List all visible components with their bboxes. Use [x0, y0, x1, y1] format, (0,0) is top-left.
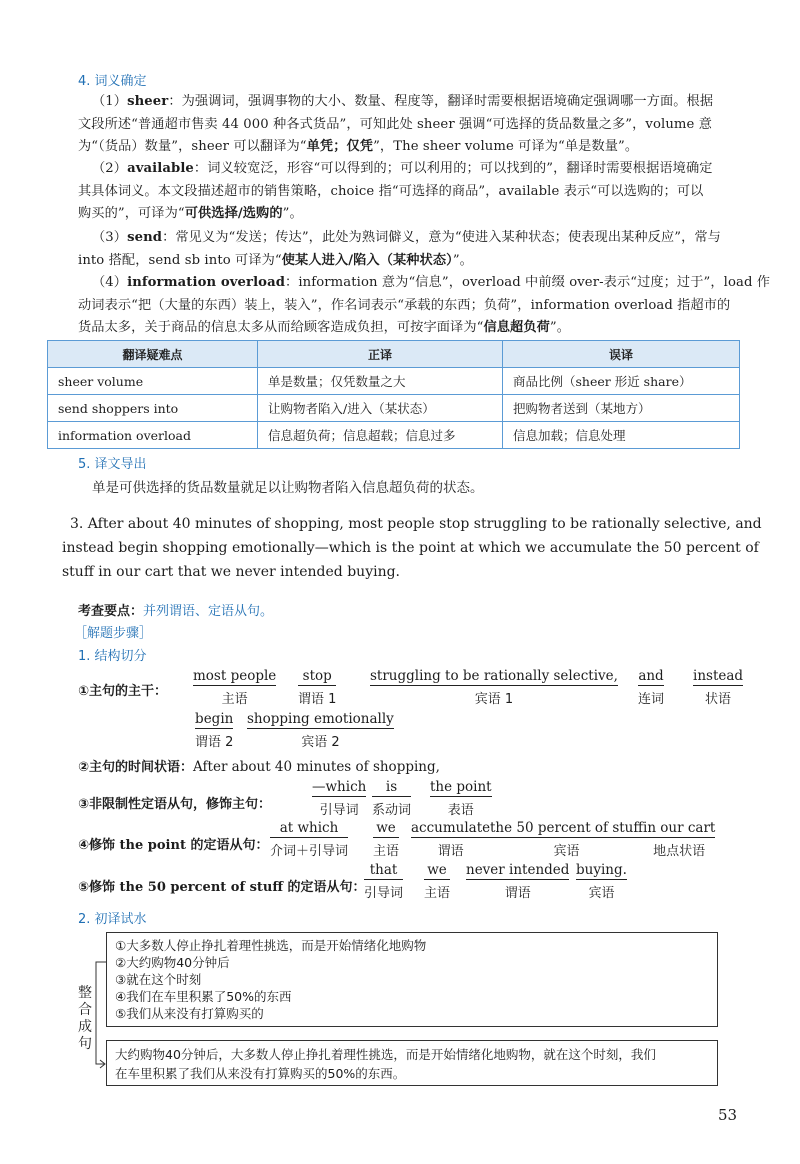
paragraph-line: 其具体词义。本文段描述超市的销售策略，choice 指“可选择的商品”，available 表示“可以选购的；可以 [78, 183, 704, 199]
paragraph-text: 为“（货品）数量”，sheer 可以翻译为“ [78, 139, 307, 154]
table-row [48, 368, 740, 395]
segment-role: 主语 [221, 692, 248, 707]
table-row [48, 422, 740, 449]
table-header-row [48, 341, 740, 368]
segment-role: 主语 [424, 886, 451, 901]
segment-word: accumulate [411, 820, 491, 836]
label-term: the point [119, 838, 186, 853]
paragraph-line: 文段所述“普通超市售卖 44 000 种各式货品”，可知此处 sheer 强调“可选择的货品数量之多”，volume 意 [78, 116, 713, 132]
key-points-label: 考查要点： [78, 604, 144, 619]
page-number: 53 [718, 1106, 738, 1124]
segment-role: 主语 [373, 844, 400, 859]
table-cell: sheer volume [48, 368, 258, 395]
english-sentence-3 [62, 512, 762, 584]
paragraph-send [78, 227, 740, 272]
segment-word: buying. [576, 862, 627, 878]
term-available: available [127, 161, 194, 176]
paragraph-text: 货品太多，关于商品的信息太多从而给顾客造成负担，可按字面译为“ [78, 320, 484, 335]
paragraph-line [78, 272, 771, 295]
segment [373, 820, 399, 859]
segment [195, 711, 233, 750]
paragraph-line [78, 91, 740, 114]
final-translation: 单是可供选择的货品数量就足以让购物者陷入信息超负荷的状态。 [92, 480, 484, 496]
main-clause-label: ①主句的主干： [78, 684, 168, 699]
translation-difficulty-table [47, 340, 740, 449]
item-number: （3） [92, 230, 128, 245]
stuff-clause-label [78, 876, 366, 895]
segment-role: 宾语 [553, 844, 580, 859]
segment-word: struggling to be rationally selective, [370, 668, 618, 684]
segment [298, 668, 336, 707]
translation-bold: 信息超负荷 [483, 320, 550, 335]
draft-item: ⑤我们从来没有打算购买的 [115, 1006, 264, 1021]
segment-role: 宾语 2 [301, 735, 340, 750]
section5-heading: 5. 译文导出 [78, 457, 147, 472]
paragraph-text: ：information 意为“信息”，overload 中前缀 over-表示“过度；过于”，load 作 [285, 275, 771, 290]
segment-role: 状语 [705, 692, 732, 707]
segment [490, 820, 643, 859]
time-adverbial-label: ②主句的时间状语： [78, 760, 194, 775]
nonrestrictive-clause-label: ③非限制性定语从句，修饰主句： [78, 797, 272, 812]
segment [643, 820, 715, 859]
paragraph-information-overload [78, 272, 771, 340]
item-number: （4） [92, 275, 128, 290]
table-cell: 信息超负荷；信息超载；信息过多 [258, 422, 503, 449]
paragraph-line [78, 136, 740, 159]
segment [576, 862, 627, 901]
label-text: ④修饰 [78, 838, 120, 853]
segment-role: 地点状语 [653, 844, 706, 859]
table-cell: information overload [48, 422, 258, 449]
table-cell: send shoppers into [48, 395, 258, 422]
paragraph-text: ”。 [549, 320, 571, 335]
section4-heading: 4. 词义确定 [78, 74, 147, 89]
table-cell: 商品比例（sheer 形近 share） [503, 368, 740, 395]
segment-word: most people [193, 668, 277, 684]
segment [312, 779, 366, 818]
translation-bold: 单凭；仅凭 [306, 139, 374, 154]
segment-word: in our cart [643, 820, 716, 836]
step2-heading: 2. 初译试水 [78, 912, 147, 927]
segment-word: we [373, 820, 399, 838]
segment [466, 862, 569, 901]
segment [424, 862, 450, 901]
time-adverbial-text: After about 40 minutes of shopping, [193, 759, 440, 775]
combine-sentence-label [77, 985, 93, 1053]
term-sheer: sheer [127, 94, 169, 109]
segment [193, 668, 276, 707]
paragraph-text: 购买的”，可译为“ [78, 206, 185, 221]
term-send: send [127, 230, 163, 245]
sentence-line: stuff in our cart that we never intended buying. [62, 564, 401, 580]
segment-role: 谓语 [437, 844, 464, 859]
paragraph-line [78, 203, 740, 226]
paragraph-text: ：词义较宽泛，形容“可以得到的；可以利用的；可以找到的”，翻译时需要根据语境确定 [193, 161, 713, 176]
segment-role: 谓语 2 [195, 735, 234, 750]
point-clause-label [78, 834, 269, 853]
item-number: （2） [92, 161, 128, 176]
paragraph-line: 动词表示“把（大量的东西）装上，装入”，作名词表示“承载的东西；负荷”，information overload 指超市的 [78, 297, 731, 313]
segment-role: 引导词 [364, 886, 404, 901]
segment-word: and [638, 668, 664, 684]
paragraph-text: ”。 [282, 206, 303, 221]
combine-sentence-text: 整合成句 [78, 985, 92, 1052]
combined-translation-box [106, 1040, 718, 1086]
segment-role: 谓语 [504, 886, 531, 901]
table-cell: 让购物者陷入/进入（某状态） [258, 395, 503, 422]
segment [370, 668, 618, 707]
paragraph-text: ：为强调词，强调事物的大小、数量、程度等，翻译时需要根据语境确定强调哪一方面。根据 [168, 94, 714, 109]
segment-word: we [424, 862, 450, 880]
segment-word: —which [312, 779, 367, 795]
draft-translation-box [106, 932, 718, 1027]
segment-role: 宾语 1 [474, 692, 514, 707]
segment [364, 862, 403, 901]
segment-word: at which [270, 820, 348, 838]
paragraph-line [78, 227, 740, 250]
segment-word: the 50 percent of stuff [490, 820, 643, 836]
segment [270, 820, 348, 859]
sentence-line: instead begin shopping emotionally—which is the point at which we accumulate the 50 percent of [62, 540, 759, 556]
term-information-overload: information overload [127, 275, 286, 290]
segment [411, 820, 490, 859]
translation-bold: 可供选择/选购的 [184, 206, 283, 221]
step1-heading: 1. 结构切分 [78, 649, 147, 664]
segment [247, 711, 394, 750]
paragraph-text: ：常见义为“发送；传达”，此处为熟词僻义，意为“使进入某种状态；使表现出某种反应”，常与 [162, 230, 721, 245]
paragraph-text: ”。 [452, 252, 473, 268]
segment-word: instead [693, 668, 744, 684]
item-number: （1） [92, 94, 128, 109]
table-cell: 把购物者送到（某地方） [503, 395, 740, 422]
label-text: 的定语从句： [185, 838, 269, 853]
paragraph-text: into 搭配，send sb into 可译为“ [78, 252, 282, 268]
table-header: 翻译疑难点 [48, 341, 258, 368]
table-header: 误译 [503, 341, 740, 368]
solution-steps-label: ［解题步骤］ [74, 626, 153, 641]
table-row [48, 395, 740, 422]
table-cell: 信息加载；信息处理 [503, 422, 740, 449]
sentence-line: 3. After about 40 minutes of shopping, most people stop struggling to be rationally selective, and [70, 516, 762, 532]
segment-word: that [364, 862, 403, 880]
draft-item: ③就在这个时刻 [115, 972, 202, 987]
segment [372, 779, 411, 818]
combined-line: 在车里积累了我们从来没有打算购买的50%的东西。 [115, 1066, 406, 1081]
segment-role: 介词＋引导词 [270, 844, 349, 859]
paragraph-available [78, 158, 740, 226]
label-text: ⑤修饰 [78, 880, 120, 895]
key-points-value: 并列谓语、定语从句。 [143, 604, 274, 619]
segment-role: 宾语 [588, 886, 615, 901]
paragraph-text: ”，The sheer volume 可译为“单是数量”。 [373, 139, 639, 154]
paragraph-line [78, 158, 740, 181]
label-term: the 50 percent of stuff [119, 880, 284, 895]
segment-role: 表语 [447, 803, 474, 818]
draft-item: ①大多数人停止挣扎着理性挑选，而是开始情绪化地购物 [115, 938, 427, 953]
segment-role: 引导词 [319, 803, 359, 818]
segment-word: shopping emotionally [247, 711, 394, 727]
segment-word: stop [298, 668, 336, 686]
paragraph-line [78, 317, 740, 340]
segment-role: 连词 [638, 692, 665, 707]
segment [430, 779, 492, 818]
draft-item: ④我们在车里积累了50%的东西 [115, 989, 292, 1004]
paragraph-sheer [78, 91, 740, 159]
draft-item: ②大约购物40分钟后 [115, 955, 230, 970]
table-cell: 单是数量；仅凭数量之大 [258, 368, 503, 395]
segment-word: begin [195, 711, 234, 727]
translation-bold: 使某人进入/陷入（某种状态） [281, 252, 453, 268]
key-points [78, 600, 273, 619]
segment [693, 668, 743, 707]
segment-word: the point [430, 779, 492, 795]
segment-role: 系动词 [372, 803, 412, 818]
paragraph-line [78, 250, 740, 273]
table-header: 正译 [258, 341, 503, 368]
combined-line: 大约购物40分钟后，大多数人停止挣扎着理性挑选，而是开始情绪化地购物，就在这个时刻，我们 [115, 1047, 656, 1062]
segment [638, 668, 664, 707]
segment-word: never intended [466, 862, 570, 878]
segment-role: 谓语 1 [298, 692, 337, 707]
time-adverbial [78, 756, 440, 775]
segment-word: is [372, 779, 411, 797]
label-text: 的定语从句： [283, 880, 366, 895]
